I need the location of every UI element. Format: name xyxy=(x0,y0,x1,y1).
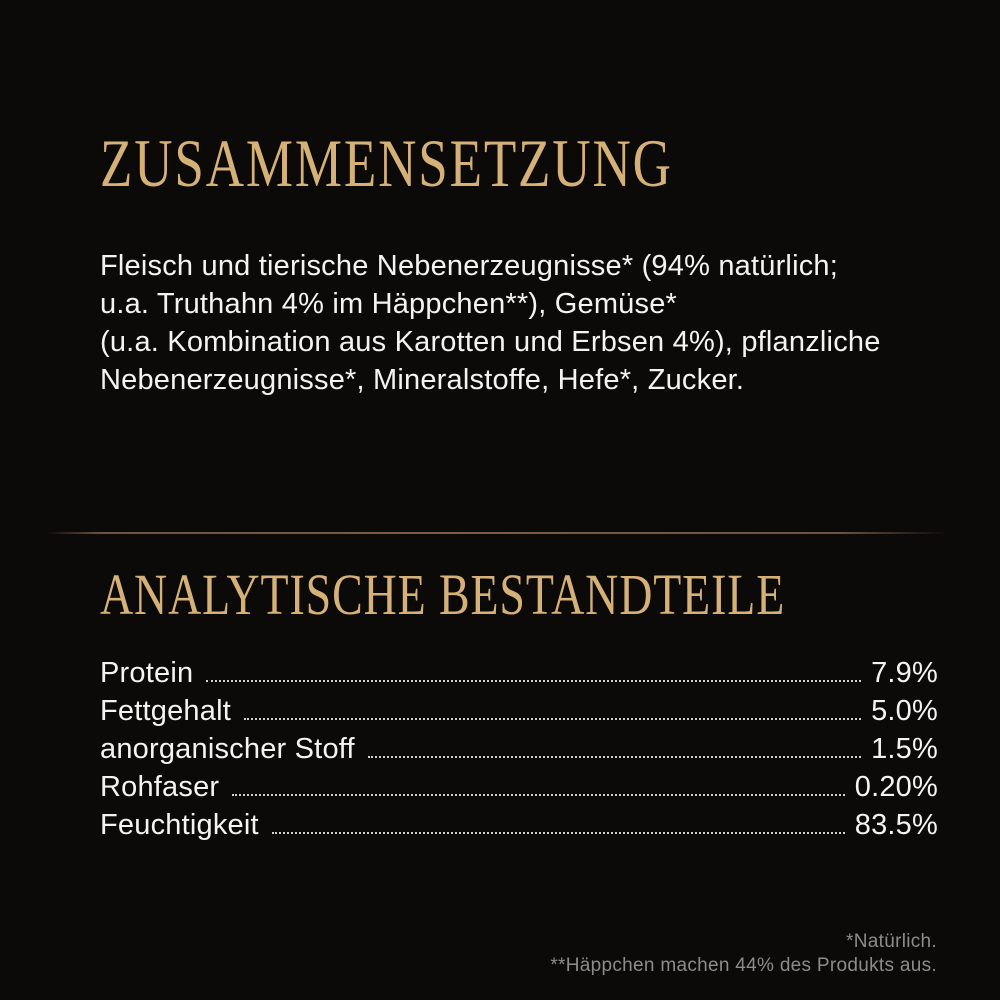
nutrient-value: 5.0% xyxy=(871,695,938,727)
nutrient-label: Protein xyxy=(100,657,194,689)
dot-leader xyxy=(232,794,844,796)
dot-leader xyxy=(272,832,845,834)
dot-leader xyxy=(206,680,861,682)
table-row xyxy=(100,695,938,733)
nutrient-value: 0.20% xyxy=(854,771,938,803)
nutrient-value: 1.5% xyxy=(871,733,938,765)
nutrient-value: 7.9% xyxy=(871,657,938,689)
footnote-natural: *Natürlich. xyxy=(846,931,937,952)
nutrient-label: Feuchtigkeit xyxy=(100,809,259,841)
composition-line: (u.a. Kombination aus Karotten und Erbsen 4%), pflanzliche xyxy=(100,326,881,358)
table-row xyxy=(100,809,938,847)
dot-leader xyxy=(368,756,861,758)
dot-leader xyxy=(244,718,861,720)
composition-line: Fleisch und tierische Nebenerzeugnisse* (94% natürlich; xyxy=(100,250,838,282)
table-row xyxy=(100,771,938,809)
analysis-heading: ANALYTISCHE BESTANDTEILE xyxy=(100,563,786,628)
section-divider xyxy=(46,532,948,534)
nutrient-value: 83.5% xyxy=(854,809,938,841)
composition-line: Nebenerzeugnisse*, Mineralstoffe, Hefe*, Zucker. xyxy=(100,364,745,396)
analysis-table xyxy=(100,657,938,847)
footnote-chunks: **Häppchen machen 44% des Produkts aus. xyxy=(550,955,937,976)
footnotes xyxy=(550,930,937,978)
composition-line: u.a. Truthahn 4% im Häppchen**), Gemüse* xyxy=(100,288,678,320)
nutrient-label: anorganischer Stoff xyxy=(100,733,355,765)
nutrient-label: Fettgehalt xyxy=(100,695,231,727)
table-row xyxy=(100,733,938,771)
table-row xyxy=(100,657,938,695)
composition-text xyxy=(100,247,940,399)
nutrient-label: Rohfaser xyxy=(100,771,220,803)
composition-heading: ZUSAMMENSETZUNG xyxy=(100,127,673,202)
